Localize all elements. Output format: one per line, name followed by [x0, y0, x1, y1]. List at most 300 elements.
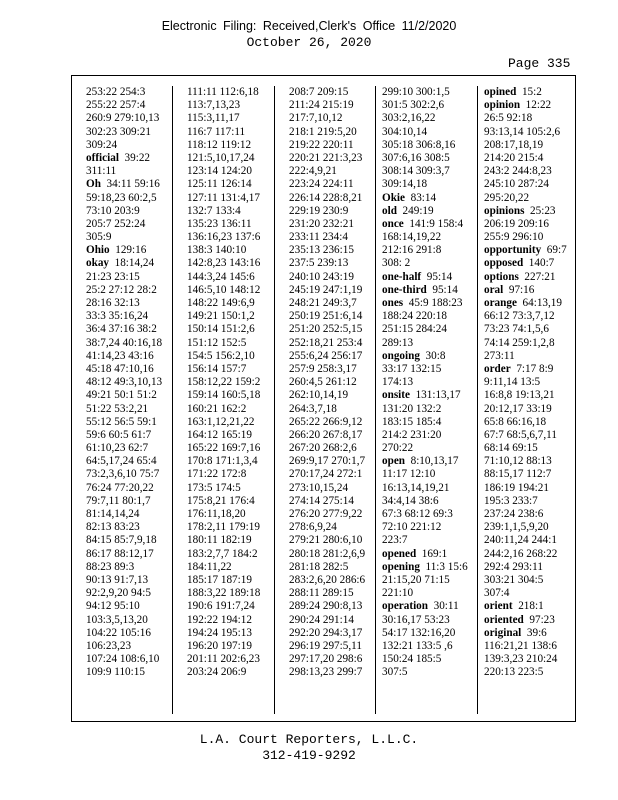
index-refs: 265:22 266:9,12: [289, 415, 363, 428]
index-refs: 107:24 108:6,10: [86, 653, 160, 666]
index-entry: [187, 257, 274, 270]
index-entry: [86, 548, 172, 561]
index-refs: 150:14 151:2,6: [187, 323, 255, 336]
index-entry: [289, 561, 375, 574]
index-entry: [382, 666, 477, 679]
index-refs: 188:3,22 189:18: [187, 587, 261, 600]
index-entry: [382, 442, 477, 455]
index-entry: [187, 310, 274, 323]
index-entry: [484, 192, 575, 205]
index-column-2: [173, 86, 275, 714]
index-word: one-half: [382, 270, 422, 283]
index-refs: 255:6,24 256:17: [289, 349, 363, 362]
index-entry: [187, 482, 274, 495]
index-entry: [187, 139, 274, 152]
index-refs: 81:14,14,24: [86, 508, 140, 520]
index-entry: [382, 192, 477, 205]
index-refs: 255:22 257:4: [86, 99, 146, 112]
index-entry: [187, 442, 274, 455]
index-word: Ohio: [86, 244, 110, 257]
index-refs: 289:24 290:8,13: [289, 600, 363, 613]
index-entry: [86, 574, 172, 587]
index-entry: [187, 561, 274, 574]
index-entry: [86, 192, 172, 205]
index-refs: 72:10 221:12: [382, 521, 442, 534]
index-word: orange: [484, 297, 517, 309]
index-refs: 49:21 50:1 51:2: [86, 389, 157, 402]
index-refs: 88:23 89:3: [86, 560, 135, 573]
index-entry: [484, 534, 575, 547]
index-refs: 26:5 92:18: [484, 112, 533, 125]
index-word: opening: [382, 560, 420, 573]
index-entry: [86, 178, 172, 191]
index-entry: [382, 482, 477, 495]
index-word: order: [484, 362, 511, 375]
index-refs: 303:21 304:5: [484, 573, 544, 586]
index-refs: 25:23: [530, 204, 556, 217]
index-entry: [187, 640, 274, 653]
index-entry: [382, 561, 477, 574]
index-entry: [86, 442, 172, 455]
index-refs: 237:5 239:13: [289, 257, 349, 270]
index-entry: [382, 178, 477, 191]
index-entry: [86, 416, 172, 429]
index-entry: [484, 521, 575, 534]
index-refs: 185:17 187:19: [187, 573, 252, 586]
index-entry: [289, 468, 375, 481]
index-refs: 73:10 203:9: [86, 204, 140, 217]
index-entry: [289, 99, 375, 112]
index-refs: 16:8,8 19:13,21: [484, 389, 555, 402]
index-entry: [187, 323, 274, 336]
index-entry: [382, 521, 477, 534]
index-refs: 111:11 112:6,18: [187, 86, 259, 98]
index-refs: 33:17 132:15: [382, 362, 442, 375]
index-column-5: [478, 86, 575, 714]
index-refs: 270:22: [382, 442, 414, 455]
index-entry: [187, 205, 274, 218]
index-entry: [484, 403, 575, 416]
index-entry: [289, 376, 375, 389]
index-entry: [187, 429, 274, 442]
index-refs: 65:8 66:16,18: [484, 415, 547, 428]
index-entry: [187, 112, 274, 125]
index-entry: [187, 548, 274, 561]
index-refs: 95:14: [432, 283, 458, 296]
index-entry: [289, 508, 375, 521]
index-refs: 66:12 73:3,7,12: [484, 310, 555, 323]
index-entry: [382, 640, 477, 653]
index-refs: 11:3 15:6: [425, 560, 468, 573]
index-entry: [289, 139, 375, 152]
index-refs: 115:3,11,17: [187, 112, 240, 125]
index-refs: 301:5 302:2,6: [382, 99, 445, 112]
index-refs: 250:19 251:6,14: [289, 310, 363, 323]
index-refs: 251:20 252:5,15: [289, 323, 363, 336]
index-entry: [484, 455, 575, 468]
index-entry: [86, 86, 172, 99]
index-refs: 309:14,18: [382, 178, 428, 191]
index-refs: 245:19 247:1,19: [289, 283, 363, 296]
index-refs: 12:22: [525, 99, 552, 112]
index-entry: [187, 403, 274, 416]
index-entry: [382, 112, 477, 125]
index-entry: [289, 257, 375, 270]
index-entry: [289, 640, 375, 653]
index-refs: 214:2 231:20: [382, 428, 442, 441]
index-word: options: [484, 270, 519, 283]
index-entry: [382, 468, 477, 481]
index-entry: [86, 521, 172, 534]
index-refs: 61:10,23 62:7: [86, 442, 149, 455]
index-entry: [187, 587, 274, 600]
index-refs: 59:6 60:5 61:7: [86, 428, 152, 441]
index-refs: 88:15,17 112:7: [484, 468, 552, 481]
index-entry: [382, 534, 477, 547]
index-entry: [382, 284, 477, 297]
index-entry: [289, 548, 375, 561]
index-entry: [484, 561, 575, 574]
index-entry: [86, 508, 172, 521]
index-refs: 171:22 172:8: [187, 468, 247, 481]
index-refs: 260:9 279:10,13: [86, 112, 160, 125]
index-word: opportunity: [484, 244, 542, 257]
index-word: opened: [382, 547, 417, 560]
index-entry: [187, 495, 274, 508]
index-refs: 227:21: [524, 270, 556, 283]
index-entry: [382, 337, 477, 350]
index-entry: [86, 429, 172, 442]
index-entry: [484, 587, 575, 600]
index-refs: 170:8 171:1,3,4: [187, 455, 258, 468]
index-word: opposed: [484, 257, 524, 270]
index-entry: [187, 363, 274, 376]
index-refs: 201:11 202:6,23: [187, 653, 260, 666]
index-entry: [187, 416, 274, 429]
index-entry: [289, 271, 375, 284]
index-refs: 48:12 49:3,10,13: [86, 376, 163, 389]
index-refs: 208:7 209:15: [289, 86, 349, 98]
index-refs: 64:13,19: [522, 297, 562, 309]
index-word: one-third: [382, 283, 427, 296]
index-refs: 151:12 152:5: [187, 336, 247, 349]
index-column-1: [72, 86, 173, 714]
index-entry: [187, 468, 274, 481]
index-entry: [289, 310, 375, 323]
index-entry: [289, 403, 375, 416]
index-entry: [289, 244, 375, 257]
index-entry: [289, 627, 375, 640]
index-refs: 74:14 259:1,2,8: [484, 336, 555, 349]
index-entry: [484, 600, 575, 613]
index-refs: 103:3,5,13,20: [86, 613, 148, 626]
index-entry: [382, 614, 477, 627]
index-column-3: [275, 86, 376, 714]
index-refs: 16:13,14,19,21: [382, 481, 450, 494]
index-column-4: [376, 86, 478, 714]
index-refs: 280:18 281:2,6,9: [289, 547, 366, 560]
index-refs: 95:14: [426, 270, 453, 283]
index-entry: [484, 257, 575, 270]
index-entry: [382, 165, 477, 178]
index-refs: 59:18,23 60:2,5: [86, 191, 157, 204]
index-refs: 11:17 12:10: [382, 468, 436, 481]
index-entry: [382, 152, 477, 165]
index-entry: [484, 165, 575, 178]
index-refs: 237:24 238:6: [484, 508, 544, 520]
index-refs: 123:14 124:20: [187, 165, 252, 178]
index-refs: 135:23 136:11: [187, 217, 252, 230]
index-entry: [187, 337, 274, 350]
index-entry: [289, 152, 375, 165]
index-entry: [382, 389, 477, 402]
index-refs: 168:14,19,22: [382, 231, 442, 244]
index-entry: [187, 350, 274, 363]
index-refs: 20:12,17 33:19: [484, 402, 552, 415]
index-refs: 28:16 32:13: [86, 297, 140, 309]
index-refs: 41:14,23 43:16: [86, 349, 154, 362]
index-entry: [484, 205, 575, 218]
index-refs: 188:24 220:18: [382, 310, 447, 323]
index-refs: 142:8,23 143:16: [187, 257, 261, 270]
index-refs: 223:7: [382, 534, 408, 547]
index-entry: [289, 178, 375, 191]
index-refs: 281:18 282:5: [289, 560, 349, 573]
index-refs: 30:11: [433, 600, 459, 613]
index-refs: 97:23: [529, 613, 555, 626]
index-entry: [484, 574, 575, 587]
index-refs: 184:11,22: [187, 560, 232, 573]
index-entry: [484, 86, 575, 99]
index-refs: 25:2 27:12 28:2: [86, 283, 157, 296]
index-entry: [484, 376, 575, 389]
index-refs: 253:22 254:3: [86, 86, 146, 98]
index-refs: 226:14 228:8,21: [289, 191, 363, 204]
index-entry: [484, 416, 575, 429]
index-entry: [289, 521, 375, 534]
index-entry: [382, 429, 477, 442]
index-refs: 311:11: [86, 165, 117, 178]
index-refs: 178:2,11 179:19: [187, 521, 260, 534]
index-entry: [187, 165, 274, 178]
index-entry: [289, 218, 375, 231]
index-entry: [86, 244, 172, 257]
index-word: okay: [86, 257, 110, 270]
index-entry: [484, 508, 575, 521]
index-entry: [289, 165, 375, 178]
index-entry: [187, 574, 274, 587]
index-refs: 84:15 85:7,9,18: [86, 534, 157, 547]
index-word: once: [382, 217, 404, 230]
index-entry: [484, 614, 575, 627]
index-word: Oh: [86, 178, 101, 191]
index-refs: 54:17 132:16,20: [382, 626, 456, 639]
index-entry: [86, 139, 172, 152]
index-refs: 39:6: [526, 626, 547, 639]
index-refs: 270:17,24 272:1: [289, 468, 363, 481]
index-refs: 146:5,10 148:12: [187, 283, 261, 296]
index-refs: 220:13 223:5: [484, 666, 544, 679]
index-refs: 302:23 309:21: [86, 125, 151, 138]
index-refs: 252:18,21 253:4: [289, 336, 363, 349]
index-entry: [382, 271, 477, 284]
index-refs: 288:11 289:15: [289, 587, 354, 600]
index-entry: [86, 455, 172, 468]
index-refs: 183:2,7,7 184:2: [187, 547, 258, 560]
index-refs: 194:24 195:13: [187, 626, 252, 639]
index-refs: 67:7 68:5,6,7,11: [484, 428, 557, 441]
index-entry: [289, 284, 375, 297]
index-entry: [289, 389, 375, 402]
index-entry: [86, 587, 172, 600]
index-refs: 39:22: [124, 151, 151, 164]
index-refs: 292:4 293:11: [484, 560, 543, 573]
index-refs: 176:11,18,20: [187, 508, 246, 520]
index-refs: 34:11 59:16: [106, 178, 160, 191]
index-word: Okie: [382, 191, 405, 204]
index-entry: [382, 548, 477, 561]
index-entry: [484, 152, 575, 165]
index-entry: [484, 323, 575, 336]
index-entry: [86, 614, 172, 627]
index-refs: 45:9 188:23: [408, 297, 463, 309]
index-entry: [484, 482, 575, 495]
index-entry: [187, 455, 274, 468]
index-refs: 289:13: [382, 336, 414, 349]
index-entry: [187, 600, 274, 613]
index-refs: 21:15,20 71:15: [382, 573, 450, 586]
index-entry: [484, 627, 575, 640]
index-entry: [86, 640, 172, 653]
index-entry: [187, 297, 274, 310]
index-entry: [382, 653, 477, 666]
index-entry: [382, 297, 477, 310]
index-entry: [484, 297, 575, 310]
index-refs: 297:17,20 298:6: [289, 653, 363, 666]
index-refs: 7:17 8:9: [516, 362, 554, 375]
index-entry: [86, 218, 172, 231]
index-entry: [289, 86, 375, 99]
index-refs: 308: 2: [382, 257, 411, 270]
index-refs: 183:15 185:4: [382, 415, 442, 428]
index-entry: [382, 403, 477, 416]
index-entry: [382, 495, 477, 508]
index-refs: 64:5,17,24 65:4: [86, 455, 157, 468]
index-refs: 218:1 219:5,20: [289, 125, 357, 138]
index-entry: [289, 416, 375, 429]
index-refs: 283:2,6,20 286:6: [289, 573, 366, 586]
index-refs: 214:20 215:4: [484, 151, 544, 164]
index-refs: 175:8,21 176:4: [187, 494, 255, 507]
index-entry: [289, 429, 375, 442]
index-entry: [289, 297, 375, 310]
index-entry: [86, 389, 172, 402]
index-refs: 269:9,17 270:1,7: [289, 455, 366, 468]
index-entry: [382, 99, 477, 112]
index-entry: [187, 152, 274, 165]
index-refs: 8:10,13,17: [410, 455, 459, 468]
index-word: onsite: [382, 389, 410, 402]
index-entry: [289, 614, 375, 627]
index-entry: [86, 403, 172, 416]
index-entry: [86, 561, 172, 574]
index-refs: 211:24 215:19: [289, 99, 354, 112]
index-refs: 296:19 297:5,11: [289, 639, 362, 652]
index-entry: [187, 99, 274, 112]
index-entry: [86, 666, 172, 679]
index-refs: 192:22 194:12: [187, 613, 252, 626]
index-refs: 231:20 232:21: [289, 217, 354, 230]
index-word: orient: [484, 600, 513, 613]
index-entry: [484, 244, 575, 257]
index-word: open: [382, 455, 406, 468]
court-reporter-name: L.A. Court Reporters, L.L.C.: [199, 732, 419, 747]
index-refs: 154:5 156:2,10: [187, 349, 255, 362]
index-entry: [484, 126, 575, 139]
index-entry: [86, 534, 172, 547]
index-refs: 129:16: [115, 244, 147, 257]
index-entry: [484, 139, 575, 152]
index-refs: 220:21 221:3,23: [289, 151, 363, 164]
index-entry: [484, 350, 575, 363]
index-refs: 148:22 149:6,9: [187, 297, 255, 309]
index-refs: 164:12 165:19: [187, 428, 252, 441]
index-entry: [289, 350, 375, 363]
index-entry: [484, 468, 575, 481]
index-refs: 9:11,14 13:5: [484, 376, 541, 389]
index-refs: 244:2,16 268:22: [484, 547, 558, 560]
index-entry: [382, 376, 477, 389]
index-entry: [484, 231, 575, 244]
index-refs: 97:16: [508, 283, 535, 296]
index-word: opinion: [484, 99, 521, 112]
index-entry: [289, 482, 375, 495]
index-refs: 73:2,3,6,10 75:7: [86, 468, 160, 481]
index-entry: [484, 337, 575, 350]
index-entry: [86, 271, 172, 284]
index-refs: 144:3,24 145:6: [187, 270, 255, 283]
index-refs: 273:10,15,24: [289, 481, 349, 494]
index-refs: 45:18 47:10,16: [86, 362, 154, 375]
index-refs: 139:3,23 210:24: [484, 653, 558, 666]
index-entry: [86, 482, 172, 495]
index-entry: [289, 337, 375, 350]
index-refs: 38:7,24 40:16,18: [86, 336, 163, 349]
index-refs: 305:9: [86, 231, 112, 244]
index-entry: [289, 587, 375, 600]
index-entry: [86, 165, 172, 178]
index-entry: [86, 653, 172, 666]
index-refs: 165:22 169:7,16: [187, 442, 261, 455]
index-entry: [289, 442, 375, 455]
index-refs: 196:20 197:19: [187, 639, 252, 652]
index-refs: 278:6,9,24: [289, 521, 337, 534]
index-entry: [187, 508, 274, 521]
index-entry: [289, 231, 375, 244]
index-entry: [382, 205, 477, 218]
index-refs: 309:24: [86, 138, 118, 151]
index-refs: 255:9 296:10: [484, 231, 544, 244]
index-refs: 121:5,10,17,24: [187, 151, 255, 164]
index-refs: 30:16,17 53:23: [382, 613, 450, 626]
index-entry: [382, 126, 477, 139]
index-entry: [187, 627, 274, 640]
index-refs: 131:13,17: [415, 389, 461, 402]
index-entry: [382, 86, 477, 99]
index-entry: [382, 218, 477, 231]
index-entry: [289, 455, 375, 468]
index-entry: [187, 284, 274, 297]
